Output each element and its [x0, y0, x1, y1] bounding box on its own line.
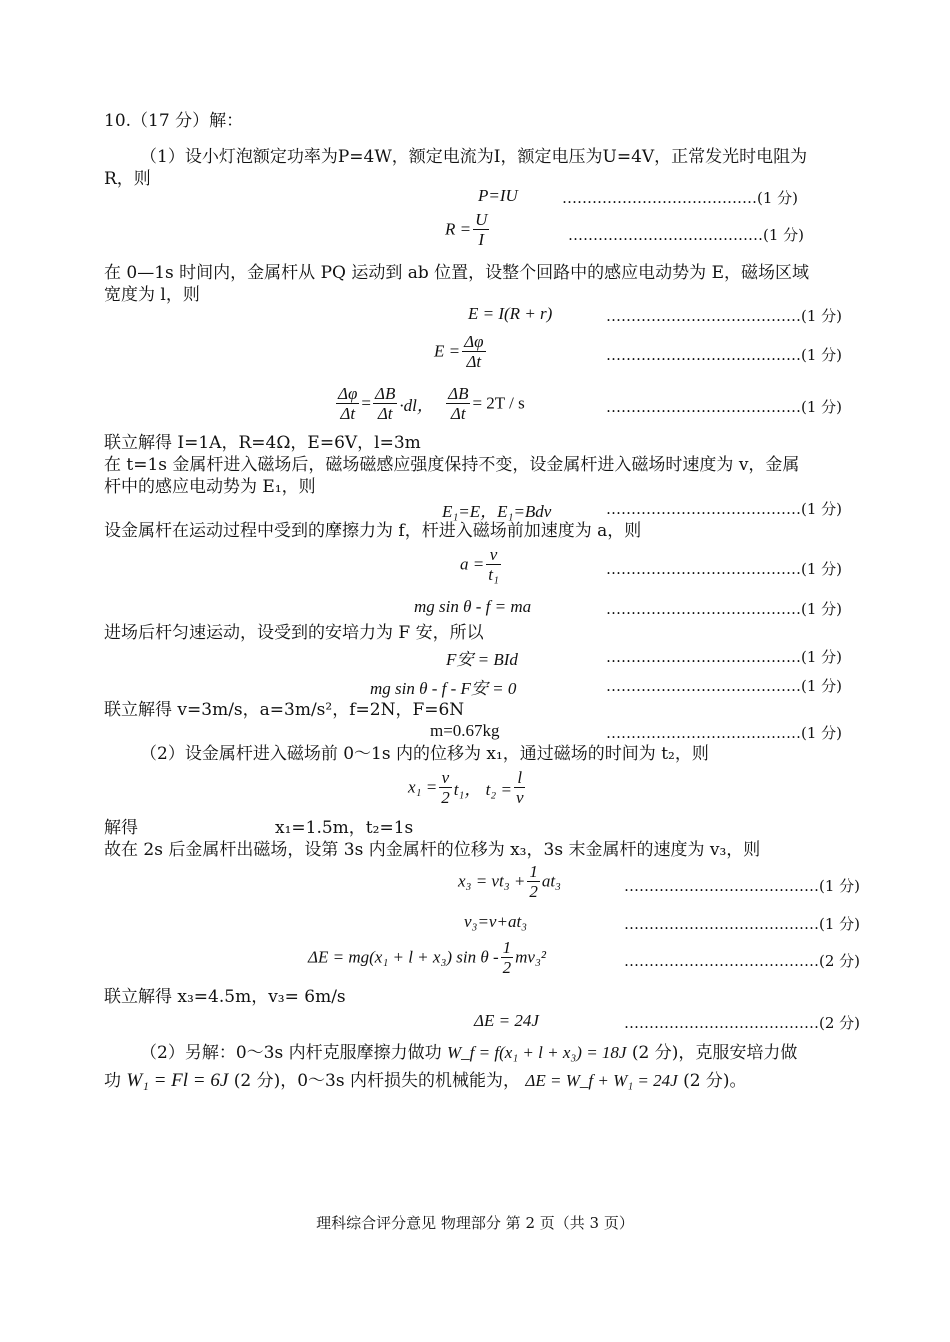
- equation-middle: ·dl，: [399, 396, 434, 415]
- equation-flux-rate: $\frac{\Delta\varphi}{\Delta t}$ = $\frac{\Delta B}{\Delta t}$ ·dl， $\frac{\Delta B}{\Delta t}$ = 2T / s: [338, 384, 525, 423]
- fraction: [336, 384, 359, 423]
- alt-text: (2 分)，克服安培力做: [631, 1043, 798, 1063]
- equation-newton-after: mg sin θ - f - F安 = 0: [370, 679, 517, 698]
- score-marker: …………………………………(1 分): [606, 648, 843, 666]
- equation-rhs: = 2T / s: [472, 393, 525, 413]
- score-marker: …………………………………(1 分): [606, 307, 843, 325]
- score-marker: …………………………………(1 分): [606, 600, 843, 618]
- fraction-numerator: v: [486, 545, 501, 565]
- equation-v3: v₃=v+at₃: [464, 912, 528, 931]
- equation-power: P=IU: [478, 186, 518, 205]
- fraction-numerator: l: [514, 768, 526, 788]
- fraction: [462, 332, 485, 371]
- equation-middle: t₁， t₂ =: [453, 780, 512, 799]
- fraction: [501, 938, 514, 977]
- score-marker: …………………………………(2 分): [624, 1014, 861, 1032]
- score-marker: …………………………………(1 分): [606, 724, 843, 742]
- equation-lhs: E =: [434, 341, 461, 361]
- fraction-numerator: Δφ: [464, 332, 484, 351]
- paragraph-0to1s-line1: 在 0—1s 时间内，金属杆从 PQ 运动到 ab 位置，设整个回路中的感应电动势为 E，磁场区域: [104, 263, 809, 283]
- result-line1: 联立解得 I=1A，R=4Ω，E=6V，l=3m: [104, 433, 421, 453]
- alternative-solution-line2: [104, 1070, 747, 1092]
- alt-text: （2）另解：0～3s 内杆克服摩擦力做功: [140, 1043, 442, 1063]
- fraction-numerator: 1: [502, 938, 512, 957]
- fraction-denominator: Δt: [340, 404, 356, 423]
- fraction-denominator: Δt: [450, 404, 466, 423]
- fraction-denominator: v: [515, 788, 524, 807]
- fraction: [486, 545, 501, 584]
- fraction: [446, 384, 470, 423]
- equation-rhs: at₃: [541, 871, 561, 891]
- fraction: [439, 768, 452, 807]
- equation-lhs: x₃ = vt₃ +: [458, 871, 526, 891]
- alt-text: (2 分)。: [683, 1071, 747, 1091]
- page-footer: 理科综合评分意见 物理部分 第 2 页（共 3 页）: [316, 1214, 634, 1232]
- result3-value: x₁=1.5m，t₂=1s: [275, 818, 414, 838]
- alt-text: 功: [104, 1071, 121, 1091]
- paragraph-uniform-motion: 进场后杆匀速运动，设受到的安培力为 F 安，所以: [104, 623, 484, 643]
- fraction-denominator: 2: [529, 882, 538, 901]
- fraction-numerator: 1: [529, 862, 538, 881]
- equation-emf-faraday: [434, 332, 488, 371]
- result-line2: 联立解得 v=3m/s，a=3m/s²，f=2N，F=6N: [104, 700, 465, 720]
- fraction: [373, 384, 397, 423]
- equation-rhs: mv₃²: [515, 947, 546, 967]
- fraction-denominator: Δt: [377, 404, 393, 423]
- alt-equation: W₁ = Fl = 6J: [126, 1070, 229, 1091]
- part1-intro-line2: R，则: [104, 169, 151, 189]
- fraction-numerator: U: [475, 210, 488, 229]
- paragraph-friction: 设金属杆在运动过程中受到的摩擦力为 f，杆进入磁场前加速度为 a，则: [104, 521, 642, 541]
- equation-energy-result: ΔE = 24J: [474, 1011, 539, 1030]
- equation-lhs: R =: [445, 219, 472, 239]
- fraction-numerator: Δφ: [338, 384, 358, 403]
- score-marker: …………………………………(2 分): [624, 952, 861, 970]
- equation-emf-bdv: E₁=E，E₁=Bdv: [442, 502, 552, 521]
- alt-equation: ΔE = W_f + W₁ = 24J: [525, 1071, 678, 1090]
- equation-x3: [458, 862, 561, 901]
- alt-text: (2 分)，0～3s 内杆损失的机械能为，: [233, 1071, 520, 1091]
- equation-lhs: ΔE = mg(x₁ + l + x₃) sin θ -: [308, 947, 499, 967]
- score-marker: …………………………………(1 分): [606, 398, 843, 416]
- paragraph-after-2s: 故在 2s 后金属杆出磁场，设第 3s 内金属杆的位移为 x₃，3s 末金属杆的速度为 v₃，则: [104, 840, 761, 860]
- fraction-denominator: Δt: [466, 352, 482, 371]
- fraction: [473, 210, 489, 249]
- equation-x1-t2: [408, 768, 527, 807]
- fraction-denominator: I: [478, 230, 485, 249]
- result-line4: 联立解得 x₃=4.5m，v₃= 6m/s: [104, 987, 346, 1007]
- fraction: [514, 768, 526, 807]
- score-marker: …………………………………(1 分): [562, 189, 799, 207]
- alternative-solution-line1: [140, 1042, 797, 1064]
- equation-mass: m=0.67kg: [430, 721, 500, 740]
- fraction-numerator: ΔB: [374, 384, 396, 403]
- fraction-numerator: ΔB: [448, 384, 469, 403]
- score-marker: …………………………………(1 分): [568, 226, 805, 244]
- paragraph-t1-line2: 杆中的感应电动势为 E₁，则: [104, 477, 316, 497]
- alt-equation: W_f = f(x₁ + l + x₃) = 18J: [446, 1043, 627, 1062]
- fraction-denominator: 2: [502, 958, 512, 977]
- equation-ampere-force: F安 = BId: [446, 650, 518, 669]
- score-marker: …………………………………(1 分): [606, 346, 843, 364]
- fraction-denominator: 2: [441, 788, 450, 807]
- equation-emf-ohm: E = I(R + r): [468, 304, 553, 323]
- part1-intro-line1: （1）设小灯泡额定功率为P=4W，额定电流为I，额定电压为U=4V，正常发光时电阻为: [140, 147, 808, 167]
- score-marker: …………………………………(1 分): [606, 500, 843, 518]
- question-heading: 10.（17 分）解：: [104, 111, 244, 131]
- equation-newton-before: mg sin θ - f = ma: [414, 597, 532, 616]
- fraction-denominator: t₁: [488, 565, 499, 584]
- score-marker: …………………………………(1 分): [606, 560, 843, 578]
- equation-resistance: [445, 210, 491, 249]
- score-marker: …………………………………(1 分): [606, 677, 843, 695]
- part2-intro: （2）设金属杆进入磁场前 0～1s 内的位移为 x₁，通过磁场的时间为 t₂，则: [140, 744, 709, 764]
- score-marker: …………………………………(1 分): [624, 915, 861, 933]
- equation-lhs: a =: [460, 554, 485, 574]
- result3-label: 解得: [104, 818, 138, 838]
- paragraph-t1-line1: 在 t=1s 金属杆进入磁场后，磁场磁感应强度保持不变，设金属杆进入磁场时速度为 v，金属: [104, 455, 800, 475]
- equation-lhs: x₁ =: [408, 777, 438, 797]
- paragraph-0to1s-line2: 宽度为 l，则: [104, 285, 200, 305]
- equation-acceleration: [460, 545, 503, 584]
- equation-energy-loss: [308, 938, 546, 977]
- score-marker: …………………………………(1 分): [624, 877, 861, 895]
- fraction: [527, 862, 540, 901]
- fraction-numerator: v: [439, 768, 452, 788]
